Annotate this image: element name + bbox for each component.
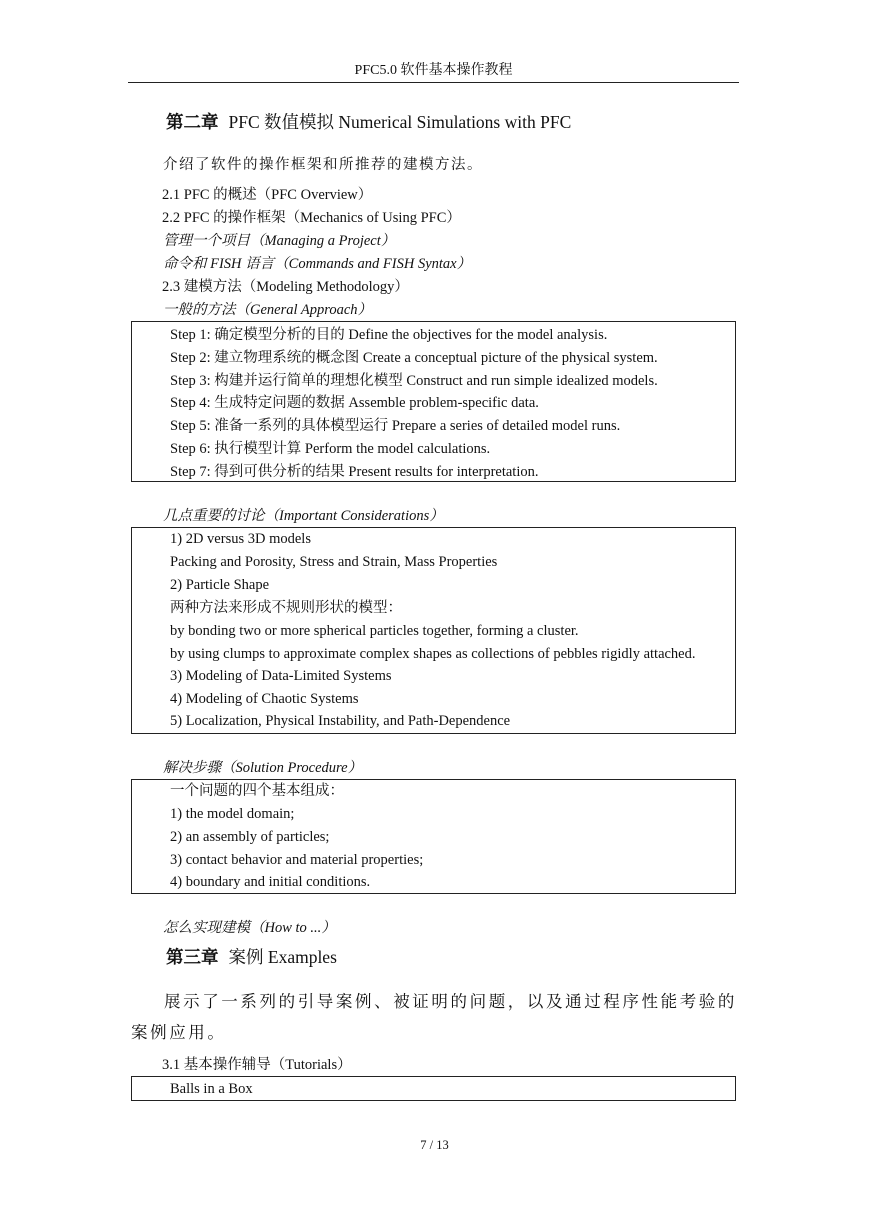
consideration-item: 4) Modeling of Chaotic Systems [170,691,359,707]
page-number: 7 / 13 [420,1138,449,1152]
tutorials-box [131,1076,736,1101]
toc-line: 2.2 PFC 的操作框架（Mechanics of Using PFC） [162,210,461,226]
solution-item: 2) an assembly of particles; [170,829,330,845]
consideration-item: 2) Particle Shape [170,577,270,593]
toc-line: 2.1 PFC 的概述（PFC Overview） [162,187,373,203]
chapter-3-number: 第三章 [166,947,219,967]
consideration-item: by bonding two or more spherical particles together, forming a cluster. [170,623,579,639]
solution-item: 3) contact behavior and material properties; [170,852,424,868]
step-item: Step 1: 确定模型分析的目的 Define the objectives for the model analysis. [170,327,608,343]
toc-line: 命令和 FISH 语言（Commands and FISH Syntax） [163,256,472,272]
chapter-2-number: 第二章 [166,112,219,132]
solution-heading: 解决步骤（Solution Procedure） [163,760,363,776]
consideration-item: Packing and Porosity, Stress and Strain, Mass Properties [170,554,498,570]
tutorial-item: Balls in a Box [170,1081,253,1097]
step-item: Step 3: 构建并运行简单的理想化模型 Construct and run simple idealized models. [170,373,658,389]
solution-item: 一个问题的四个基本组成： [170,783,344,799]
steps-box [131,321,736,482]
solution-item: 1) the model domain; [170,806,295,822]
consideration-item: 5) Localization, Physical Instability, and Path-Dependence [170,713,511,729]
considerations-heading: 几点重要的讨论（Important Considerations） [163,508,444,524]
toc-line: 一般的方法（General Approach） [163,302,373,318]
header-rule [128,82,739,83]
step-item: Step 2: 建立物理系统的概念图 Create a conceptual picture of the physical system. [170,350,658,366]
step-item: Step 7: 得到可供分析的结果 Present results for interpretation. [170,464,539,480]
consideration-item: 1) 2D versus 3D models [170,531,311,547]
consideration-item: 两种方法来形成不规则形状的模型： [170,600,402,616]
considerations-box [131,527,736,734]
section-3-1-heading: 3.1 基本操作辅导（Tutorials） [162,1057,352,1073]
consideration-item: 3) Modeling of Data-Limited Systems [170,668,392,684]
chapter-2-intro: 介绍了软件的操作框架和所推荐的建模方法。 [163,157,483,173]
consideration-item: by using clumps to approximate complex shapes as collections of pebbles rigidly attached. [170,646,696,662]
step-item: Step 5: 准备一系列的具体模型运行 Prepare a series of detailed model runs. [170,418,621,434]
chapter-3-title: 案例 Examples [228,947,337,967]
toc-line: 2.3 建模方法（Modeling Methodology） [162,279,409,295]
howto-heading: 怎么实现建模（How to ...） [163,920,336,936]
chapter-3-heading [166,945,337,969]
step-item: Step 4: 生成特定问题的数据 Assemble problem-specific data. [170,395,539,411]
chapter-2-heading [166,110,571,134]
page-header: PFC5.0 软件基本操作教程 [354,63,513,78]
solution-item: 4) boundary and initial conditions. [170,874,371,890]
chapter-2-title: PFC 数值模拟 Numerical Simulations with PFC [228,112,572,132]
solution-box [131,779,736,894]
chapter-3-intro: 展示了一系列的引导案例、被证明的问题，以及通过程序性能考验的案例应用。 [131,992,737,1042]
toc-line: 管理一个项目（Managing a Project） [163,233,396,249]
step-item: Step 6: 执行模型计算 Perform the model calculations. [170,441,491,457]
